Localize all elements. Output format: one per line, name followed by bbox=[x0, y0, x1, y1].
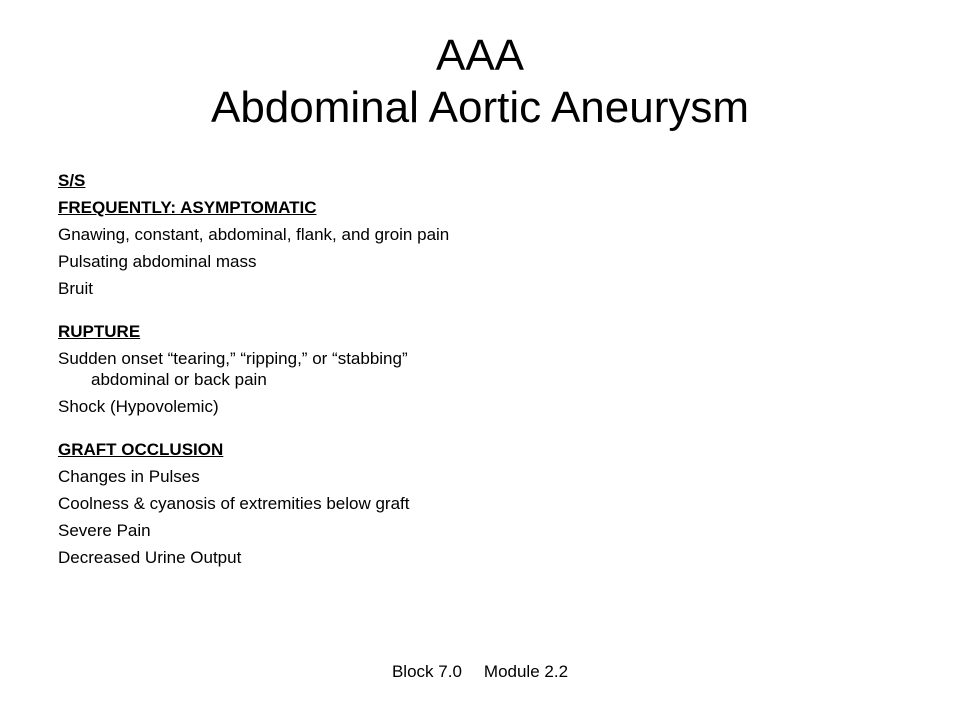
ss-heading: S/S bbox=[58, 171, 86, 190]
slide-title bbox=[0, 30, 960, 134]
section-spacer bbox=[58, 417, 478, 439]
list-item: Sudden onset “tearing,” “ripping,” or “stabbing” abdominal or back pain bbox=[58, 349, 408, 389]
list-item: Pulsating abdominal mass bbox=[58, 252, 257, 271]
title-full: Abdominal Aortic Aneurysm bbox=[210, 83, 750, 132]
footer-module: Module 2.2 bbox=[483, 662, 569, 681]
rupture-heading: RUPTURE bbox=[58, 322, 141, 341]
list-item: Gnawing, constant, abdominal, flank, and groin pain bbox=[58, 225, 450, 244]
section-spacer bbox=[58, 299, 478, 321]
footer-block: Block 7.0 bbox=[391, 662, 462, 681]
list-item: Severe Pain bbox=[58, 521, 151, 540]
title-acronym: AAA bbox=[435, 31, 525, 80]
list-item: Bruit bbox=[58, 279, 93, 298]
frequently-heading: FREQUENTLY: ASYMPTOMATIC bbox=[58, 198, 317, 217]
list-item: Changes in Pulses bbox=[58, 467, 200, 486]
slide-content bbox=[58, 170, 478, 568]
slide-footer bbox=[0, 662, 960, 682]
graft-occlusion-heading: GRAFT OCCLUSION bbox=[58, 440, 224, 459]
list-item: Decreased Urine Output bbox=[58, 548, 242, 567]
list-item: Coolness & cyanosis of extremities below graft bbox=[58, 494, 410, 513]
list-item: Shock (Hypovolemic) bbox=[58, 397, 219, 416]
